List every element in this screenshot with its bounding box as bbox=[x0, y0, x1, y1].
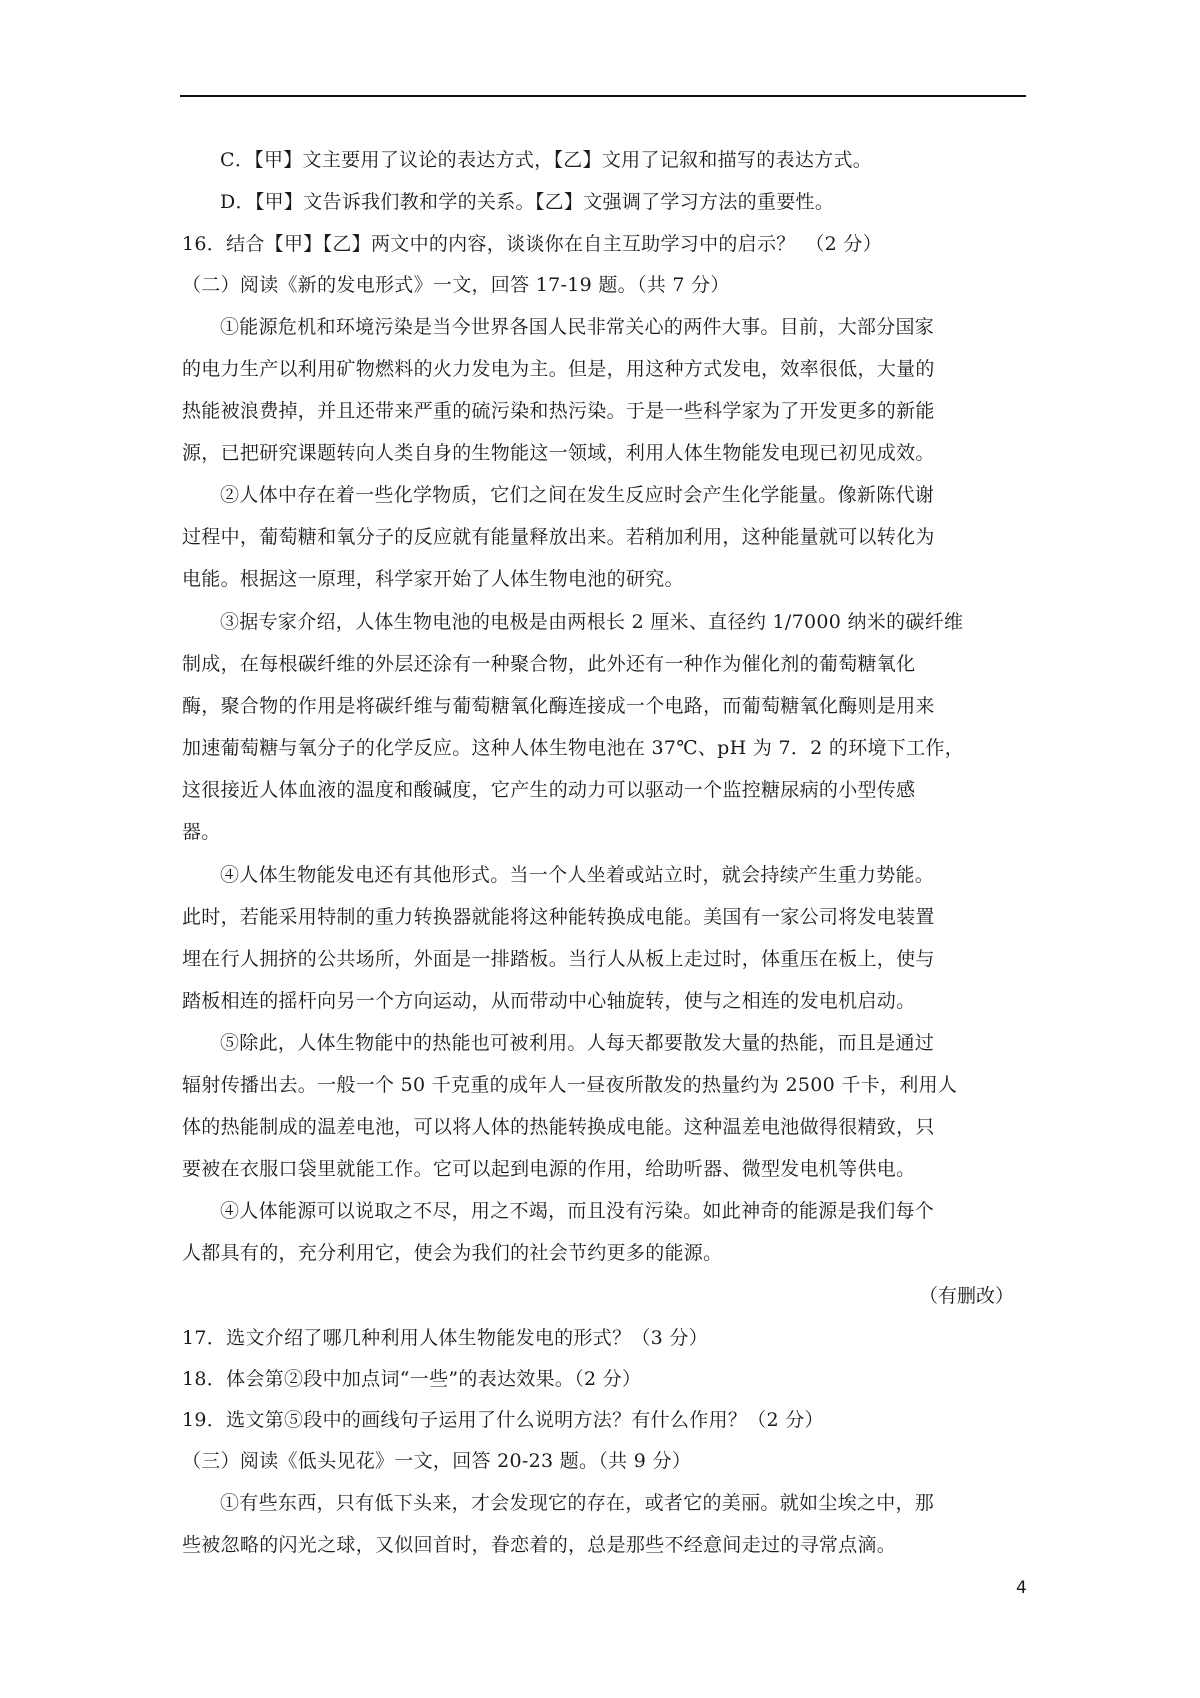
section-3-title: （三）阅读《低头见花》一文，回答 20-23 题。（共 9 分） bbox=[182, 1450, 692, 1472]
passage2-p6-line1: ④人体能源可以说取之不尽，用之不竭，而且没有污染。如此神奇的能源是我们每个 bbox=[220, 1200, 935, 1222]
passage2-p4-line3: 埋在行人拥挤的公共场所，外面是一排踏板。当行人从板上走过时，体重压在板上，使与 bbox=[182, 948, 935, 970]
passage2-p3-line2: 制成，在每根碳纤维的外层还涂有一种聚合物，此外还有一种作为催化剂的葡萄糖氧化 bbox=[182, 653, 916, 675]
passage2-p6-line2: 人都具有的，充分利用它，使会为我们的社会节约更多的能源。 bbox=[182, 1242, 723, 1264]
question-19: 19．选文第⑤段中的画线句子运用了什么说明方法？有什么作用？（2 分） bbox=[182, 1409, 824, 1431]
passage2-p1-line3: 热能被浪费掉，并且还带来严重的硫污染和热污染。于是一些科学家为了开发更多的新能 bbox=[182, 400, 935, 422]
option-c: C．【甲】文主要用了议论的表达方式，【乙】文用了记叙和描写的表达方式。 bbox=[220, 149, 873, 171]
passage2-p2-line3: 电能。根据这一原理，科学家开始了人体生物电池的研究。 bbox=[182, 568, 684, 590]
passage2-p3-line3: 酶，聚合物的作用是将碳纤维与葡萄糖氧化酶连接成一个电路，而葡萄糖氧化酶则是用来 bbox=[182, 695, 935, 717]
passage2-p5-line1: ⑤除此，人体生物能中的热能也可被利用。人每天都要散发大量的热能，而且是通过 bbox=[220, 1032, 935, 1054]
passage2-p3-line1: ③据专家介绍，人体生物电池的电极是由两根长 2 厘米、直径约 1/7000 纳米的碳纤维 bbox=[220, 611, 964, 633]
passage2-p4-line1: ④人体生物能发电还有其他形式。当一个人坐着或站立时，就会持续产生重力势能。 bbox=[220, 864, 935, 886]
passage2-p1-line1: ①能源危机和环境污染是当今世界各国人民非常关心的两件大事。目前，大部分国家 bbox=[220, 316, 935, 338]
passage2-p2-line1: ②人体中存在着一些化学物质，它们之间在发生反应时会产生化学能量。像新陈代谢 bbox=[220, 484, 935, 506]
passage3-p1-line1: ①有些东西，只有低下头来，才会发现它的存在，或者它的美丽。就如尘埃之中，那 bbox=[220, 1492, 935, 1514]
passage2-p2-line2: 过程中，葡萄糖和氧分子的反应就有能量释放出来。若稍加利用，这种能量就可以转化为 bbox=[182, 526, 935, 548]
passage2-p3-line5: 这很接近人体血液的温度和酸碱度，它产生的动力可以驱动一个监控糖尿病的小型传感 bbox=[182, 779, 916, 801]
passage2-p3-line4: 加速葡萄糖与氧分子的化学反应。这种人体生物电池在 37℃、pH 为 7．2 的环境下工作， bbox=[182, 737, 964, 759]
question-18: 18．体会第②段中加点词“一些”的表达效果。（2 分） bbox=[182, 1368, 642, 1390]
passage2-p4-line2: 此时，若能采用特制的重力转换器就能将这种能转换成电能。美国有一家公司将发电装置 bbox=[182, 906, 935, 928]
passage2-p5-line4: 要被在衣服口袋里就能工作。它可以起到电源的作用，给助听器、微型发电机等供电。 bbox=[182, 1158, 916, 1180]
edited-note: （有删改） bbox=[918, 1285, 1014, 1307]
passage2-p3-line6: 器。 bbox=[182, 821, 221, 843]
passage2-p1-line2: 的电力生产以利用矿物燃料的火力发电为主。但是，用这种方式发电，效率很低，大量的 bbox=[182, 358, 935, 380]
header-rule bbox=[180, 95, 1026, 97]
passage3-p1-line2: 些被忽略的闪光之球，又似回首时，眷恋着的，总是那些不经意间走过的寻常点滴。 bbox=[182, 1534, 897, 1556]
passage2-p5-line3: 体的热能制成的温差电池，可以将人体的热能转换成电能。这种温差电池做得很精致，只 bbox=[182, 1116, 935, 1138]
passage2-p5-line2: 辐射传播出去。一般一个 50 千克重的成年人一昼夜所散发的热量约为 2500 千卡，利用人 bbox=[182, 1074, 958, 1096]
question-16: 16．结合【甲】【乙】两文中的内容，谈谈你在自主互助学习中的启示？ （2 分） bbox=[182, 233, 883, 255]
passage2-p1-line4: 源，已把研究课题转向人类自身的生物能这一领域，利用人体生物能发电现已初见成效。 bbox=[182, 442, 935, 464]
option-d: D．【甲】文告诉我们教和学的关系。【乙】文强调了学习方法的重要性。 bbox=[220, 191, 835, 213]
question-17: 17．选文介绍了哪几种利用人体生物能发电的形式？（3 分） bbox=[182, 1327, 709, 1349]
section-2-title: （二）阅读《新的发电形式》一文，回答 17-19 题。（共 7 分） bbox=[182, 274, 730, 296]
page-number: 4 bbox=[1016, 1578, 1027, 1598]
passage2-p4-line4: 踏板相连的摇杆向另一个方向运动，从而带动中心轴旋转，使与之相连的发电机启动。 bbox=[182, 990, 916, 1012]
